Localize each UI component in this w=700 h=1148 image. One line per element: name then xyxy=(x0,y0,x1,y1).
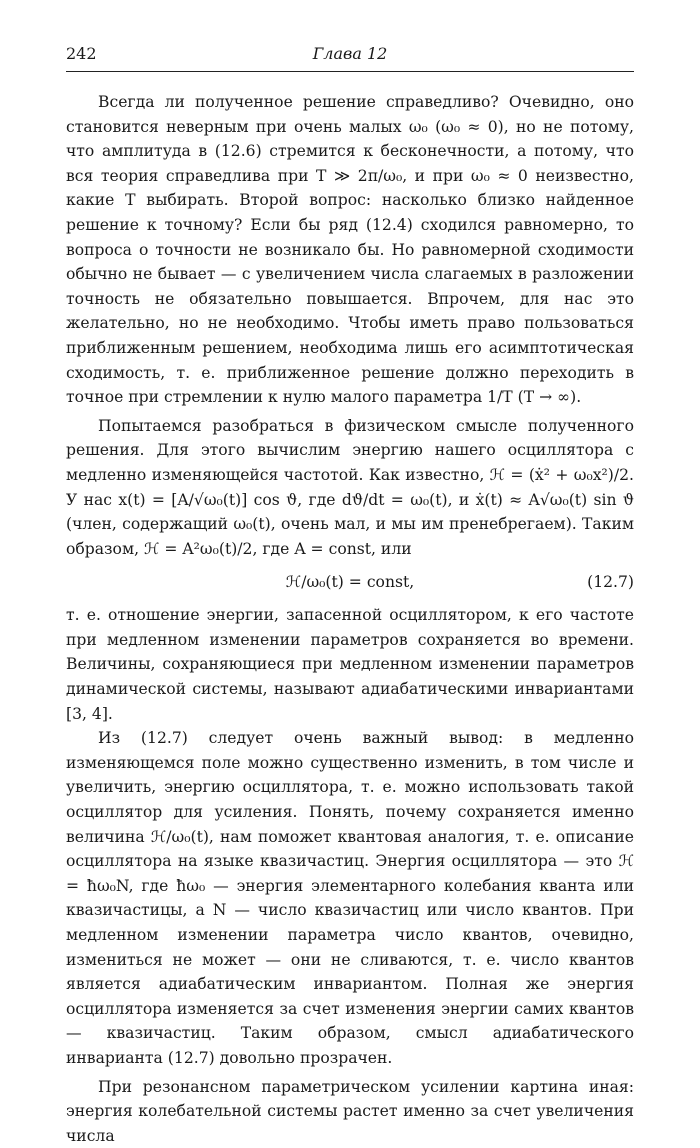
paragraph-4: При резонансном параметрическом усилении картина иная: энергия колебательной системы растет именно за счет увеличения числа xyxy=(66,1077,634,1145)
paragraph-2: Попытаемся разобраться в физическом смысле полученного решения. Для этого вычислим энергию нашего осциллятора с медленно изменяющейся частотой. Как известно, ℋ = (ẋ² + ω₀x²)/2. У нас x(t) = [A/√ω₀(t)] cos ϑ, где dϑ/dt = ω₀(t), и ẋ(t) ≈ A√ω₀(t) sin ϑ (член, содержащий ω₀(t), очень мал, и мы им пренебрегаем). Таким образом, ℋ = A²ω₀(t)/2, где A = const, или xyxy=(66,416,634,558)
equation-12-7 xyxy=(66,561,634,603)
page-body xyxy=(66,90,634,1148)
equation-number: (12.7) xyxy=(587,573,634,592)
page-number: 242 xyxy=(66,44,97,63)
paragraph-3: Из (12.7) следует очень важный вывод: в медленно изменяющемся поле можно существенно изменить, в том числе и увеличить, энергию осциллятора, т. е. можно использовать такой осциллятор для усиления. Понять, почему сохраняется именно величина ℋ/ω₀(t), нам поможет квантовая аналогия, т. е. описание осциллятора на языке квазичастиц. Энергия осциллятора — это ℋ = ħω₀N, где ħω₀ — энергия элементарного колебания кванта или квазичастицы, а N — число квазичастиц или число квантов. При медленном изменении параметра число квантов, очевидно, измениться не может — они не сливаются, т. е. число квантов является адиабатическим инвариантом. Полная же энергия осциллятора изменяется за счет изменения энергии самих квантов — квазичастиц. Таким образом, смысл адиабатического инварианта (12.7) довольно прозрачен. xyxy=(66,729,634,1067)
paragraph-1: Всегда ли полученное решение справедливо? Очевидно, оно становится неверным при очень малых ω₀ (ω₀ ≈ 0), но не потому, что амплитуда в (12.6) стремится к бесконечности, а потому, что вся теория справедлива при T ≫ 2π/ω₀, и при ω₀ ≈ 0 неизвестно, какие T выбирать. Второй вопрос: насколько близко найденное решение к точному? Если бы ряд (12.4) сходился равномерно, то вопроса о точности не возникало бы. Но равномерной сходимости обычно не бывает — с увеличением числа слагаемых в разложении точность не обязательно повышается. Впрочем, для нас это желательно, но не необходимо. Чтобы иметь право пользоваться приближенным решением, необходима лишь его асимптотическая сходимость, т. е. приближенное решение должно переходить в точное при стремлении к нулю малого параметра 1/T (T → ∞). xyxy=(66,93,634,407)
page-header xyxy=(66,44,634,70)
running-head: Глава 12 xyxy=(312,44,388,63)
equation-formula: ℋ/ω₀(t) = const, xyxy=(285,573,415,592)
paragraph-continuation: т. е. отношение энергии, запасенной осциллятором, к его частоте при медленном изменении параметров сохраняется во времени. Величины, сохраняющиеся при медленном изменении параметров динамической системы, называют адиабатическими инвариантами [3, 4]. xyxy=(66,606,634,723)
header-rule xyxy=(66,71,634,72)
